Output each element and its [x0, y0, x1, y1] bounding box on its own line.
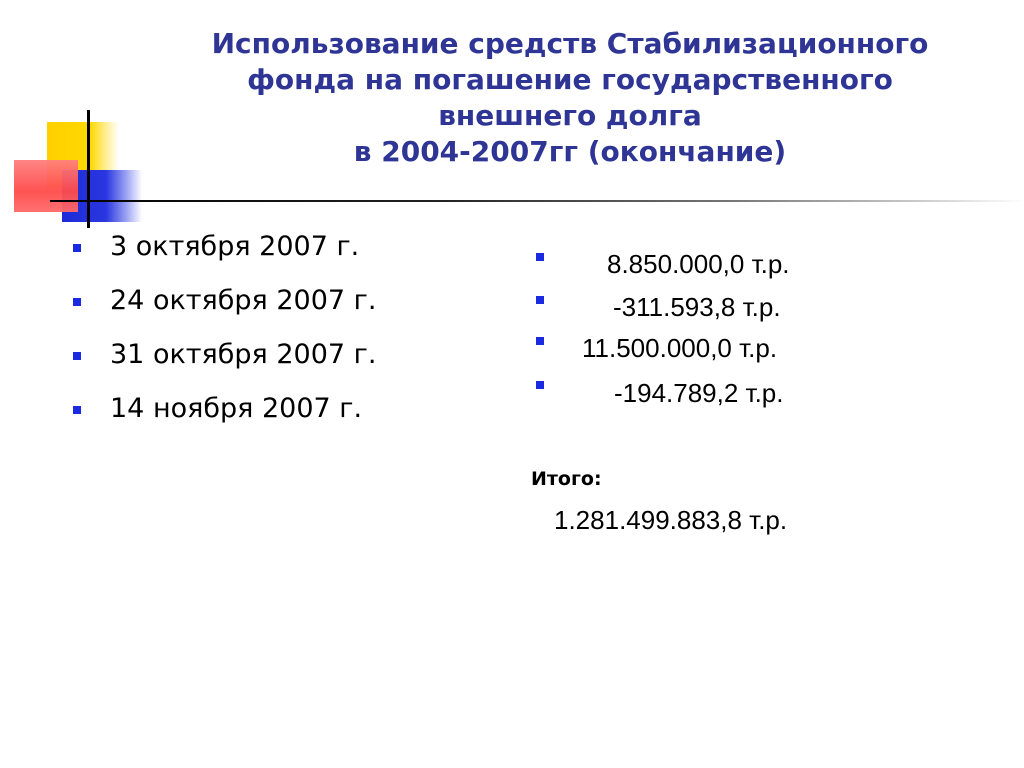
total-value: 1.281.499.883,8 т.р. — [554, 505, 788, 535]
amount-text: 8.850.000,0 т.р. — [607, 249, 790, 279]
square-bullet-icon — [73, 352, 81, 360]
amount-text: -311.593,8 т.р. — [613, 292, 781, 322]
date-text: 3 октября 2007 г. — [110, 231, 360, 262]
list-item — [72, 338, 376, 392]
slide-title — [170, 26, 970, 170]
total-label: Итого: — [531, 468, 602, 490]
title-line-2: фонда на погашение государственного — [247, 63, 893, 96]
amount-text: 11.500.000,0 т.р. — [582, 333, 778, 363]
list-item — [72, 284, 376, 338]
square-bullet-icon — [73, 244, 81, 252]
list-item — [72, 392, 376, 446]
dates-list — [72, 230, 376, 446]
square-bullet-icon — [536, 253, 544, 261]
date-text: 14 ноября 2007 г. — [110, 393, 363, 424]
decor-vertical-line — [87, 110, 90, 228]
square-bullet-icon — [73, 406, 81, 414]
date-text: 31 октября 2007 г. — [110, 339, 377, 370]
title-underline — [50, 200, 1024, 202]
square-bullet-icon — [536, 381, 544, 389]
square-bullet-icon — [536, 337, 544, 345]
title-line-4: в 2004-2007гг (окончание) — [353, 135, 787, 168]
title-line-3: внешнего долга — [438, 99, 702, 132]
square-bullet-icon — [536, 296, 544, 304]
decor-red-square — [14, 160, 78, 212]
list-item — [72, 230, 376, 284]
title-line-1: Использование средств Стабилизационного — [211, 27, 929, 60]
date-text: 24 октября 2007 г. — [110, 285, 377, 316]
square-bullet-icon — [73, 298, 81, 306]
amount-text: -194.789,2 т.р. — [614, 378, 784, 408]
